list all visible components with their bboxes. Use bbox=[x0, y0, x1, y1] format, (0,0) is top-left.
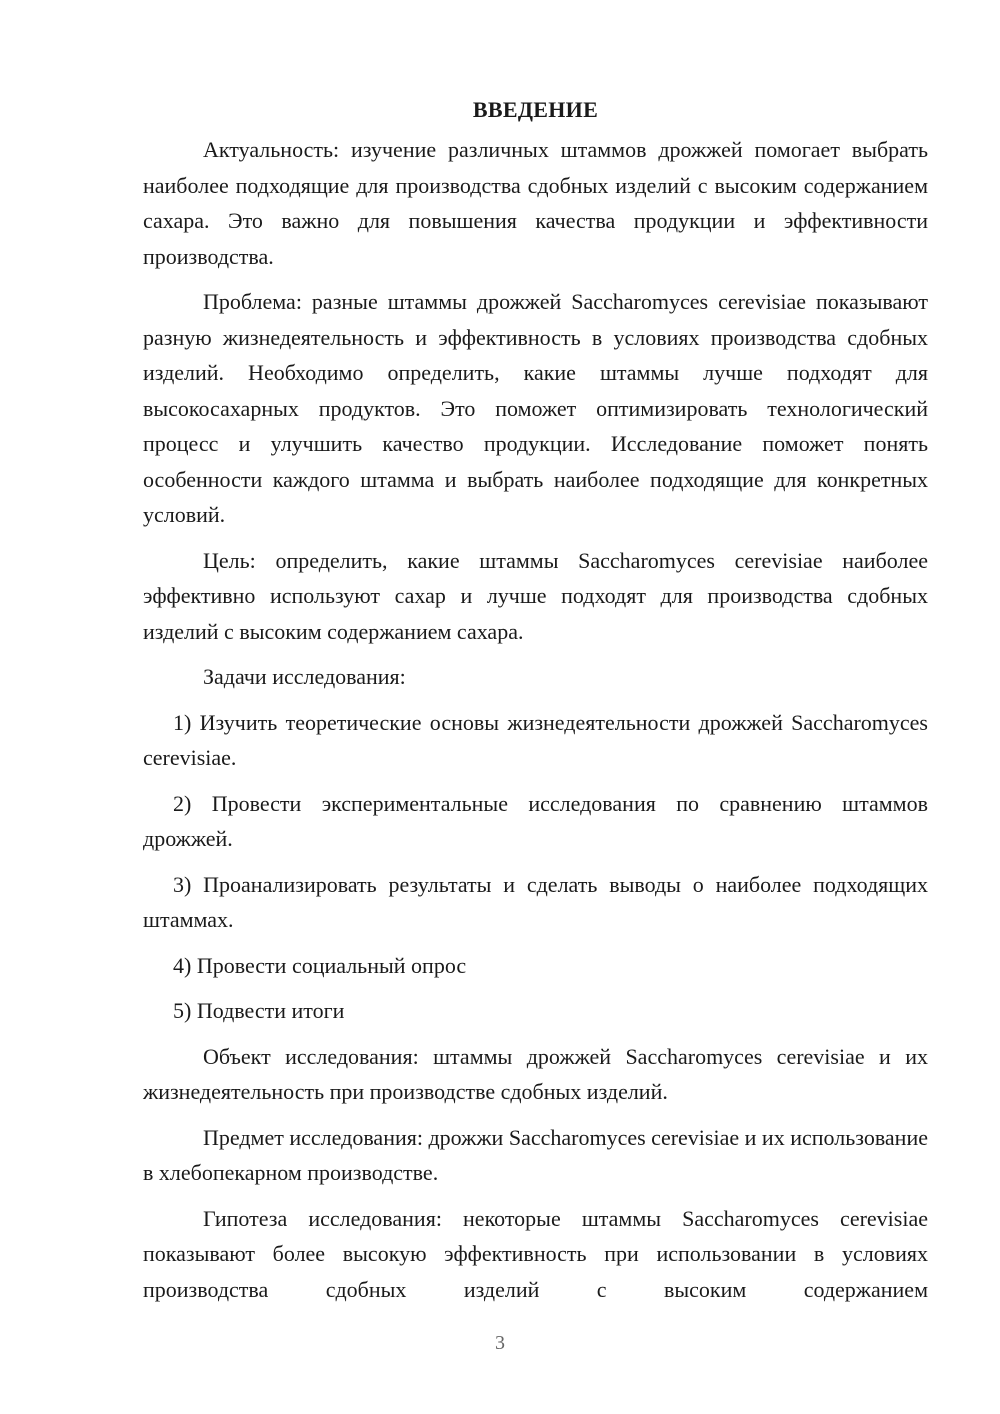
task-item-4: 4) Провести социальный опрос bbox=[173, 952, 467, 978]
task-item-3: 3) Проанализировать результаты и сделать выводы о наиболее подходящих штаммах. bbox=[143, 871, 928, 932]
paragraph-object: Объект исследования: штаммы дрожжей Saccharomyces cerevisiae и их жизнедеятельность при производстве сдобных изделий. bbox=[143, 1043, 928, 1104]
paragraph-relevance: Актуальность: изучение различных штаммов дрожжей помогает выбрать наиболее подходящие для производства сдобных изделий с высоким содержанием сахара. Это важно для повышения качества продукции и эффективности производства. bbox=[143, 137, 928, 269]
paragraph-goal: Цель: определить, какие штаммы Saccharomyces cerevisiae наиболее эффективно используют сахар и лучше подходят для производства сдобных изделий с высоким содержанием сахара. bbox=[143, 547, 928, 644]
paragraph-subject: Предмет исследования: дрожжи Saccharomyces cerevisiae и их использование в хлебопекарном производстве. bbox=[143, 1124, 928, 1185]
paragraph-tasks-heading: Задачи исследования: bbox=[203, 664, 406, 689]
paragraph-hypothesis: Гипотеза исследования: некоторые штаммы Saccharomyces cerevisiae показывают более высокую эффективность при использовании в условиях производства сдобных изделий с высоким содержанием bbox=[143, 1205, 928, 1302]
task-item-1: 1) Изучить теоретические основы жизнедеятельности дрожжей Saccharomyces cerevisiae. bbox=[143, 709, 928, 770]
document-page bbox=[143, 92, 928, 1307]
task-item-5: 5) Подвести итоги bbox=[173, 998, 345, 1023]
paragraph-problem: Проблема: разные штаммы дрожжей Saccharomyces cerevisiae показывают разную жизнедеятельность и эффективность в условиях производства сдобных изделий. Необходимо определить, какие штаммы лучше подходят для высокосахарных продуктов. Это поможет оптимизировать технологический процесс и улучшить качество продукции. Исследование поможет понять особенности каждого штамма и выбрать наиболее подходящие для конкретных условий. bbox=[143, 289, 928, 527]
page-number: 3 bbox=[495, 1332, 505, 1354]
task-item-2: 2) Провести экспериментальные исследования по сравнению штаммов дрожжей. bbox=[143, 790, 928, 851]
section-title: ВВЕДЕНИЕ bbox=[472, 97, 599, 122]
